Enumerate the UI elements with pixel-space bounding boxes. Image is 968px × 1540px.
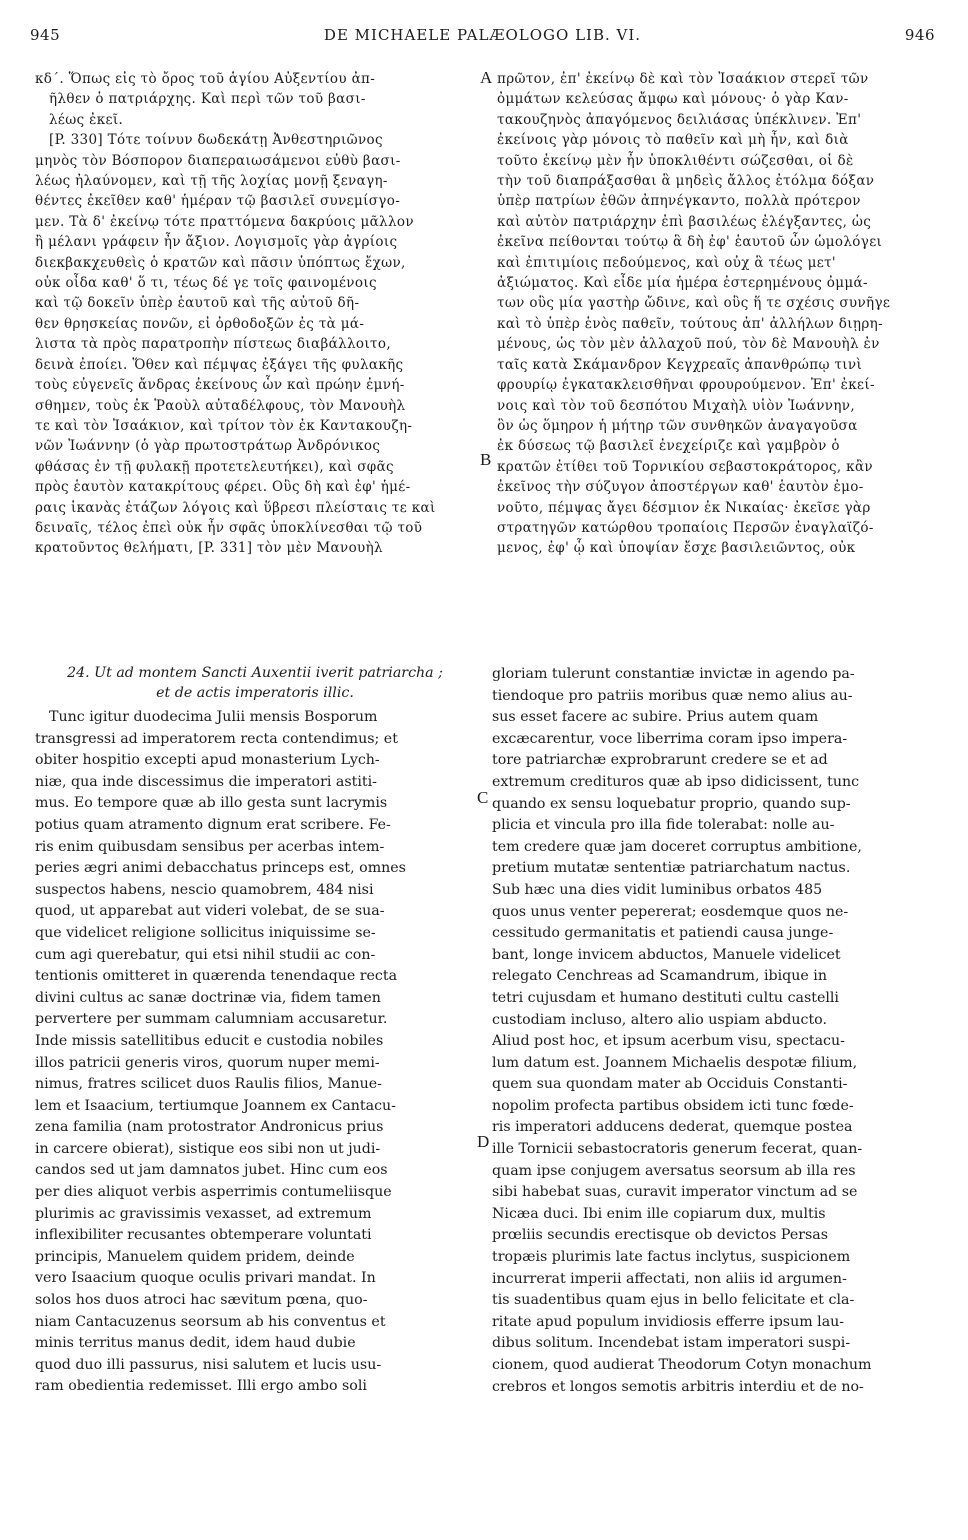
- latin-text-line: tore patriarchæ exprobrarunt credere se et ad: [492, 752, 828, 769]
- running-header: [30, 26, 935, 50]
- latin-text-line: tiendoque pro patriis moribus quæ nemo alius au-: [492, 687, 853, 704]
- latin-text-line: nopolim profecta partibus obsidem icti tunc fœde-: [492, 1097, 854, 1114]
- margin-letter-a: A: [480, 68, 493, 87]
- greek-text-line: ταῖς κατὰ Σκάμανδρον Κεγχρεαῖς ἀπανθρώπῳ τινὶ: [497, 356, 863, 373]
- greek-text-line: δειναῖς, τέλος ἐπεὶ οὐκ ἦν σφᾶς ὑποκλίνεσθαι τῷ τοῦ: [35, 519, 423, 536]
- margin-letter-b: B: [480, 450, 492, 469]
- latin-text-line: niam Cantacuzenus seorsum ab his conventus et: [35, 1313, 386, 1330]
- greek-text-line: καὶ τὸ ὑπὲρ ἑνὸς παθεῖν, τούτους ἀπ' ἀλλήλων διῃρη-: [497, 315, 883, 332]
- greek-text-line: ῆλθεν ὁ πατριάρχης. Καὶ περὶ τῶν τοῦ βασι-: [49, 91, 366, 108]
- latin-text-line: tetri cujusdam et humano destituti cultu castelli: [492, 989, 839, 1006]
- latin-text-line: candos sed ut jam damnatos jubet. Hinc cum eos: [35, 1162, 388, 1179]
- latin-text-line: Nicæa duci. Ibi enim ille copiarum dux, multis: [492, 1205, 826, 1222]
- latin-text-left-column: [35, 707, 475, 1398]
- latin-text-line: potius quam atramento dignum erat scribere. Fe-: [35, 816, 391, 833]
- latin-text-line: lem et Isaacium, tertiumque Joannem ex Cantacu-: [35, 1097, 396, 1114]
- left-page-number: 945: [30, 26, 61, 44]
- greek-text-line: μεν. Τὰ δ' ἐκείνῳ τότε πραττόμενα δακρύοις μᾶλλον: [35, 213, 414, 230]
- greek-text-line: πρὸς ἑαυτὸν κατακρίτους φέρει. Οὓς δὴ καὶ ἐφ' ἡμέ-: [35, 479, 411, 496]
- greek-text-line: ἐκ δύσεως τῷ βασιλεῖ ἐνεχείριζε καὶ γαμβρὸν ὁ: [497, 438, 840, 455]
- greek-text-line: ἐκεῖνα πείθονται τούτῳ ἃ δὴ ἐφ' ἑαυτοῦ ὧν ὡμολόγει: [497, 234, 883, 251]
- greek-text-left-column: [35, 69, 475, 559]
- greek-text-line: θέντες ἐκεῖθεν καθ' ἡμέραν τῷ βασιλεῖ συνεμίσγο-: [35, 193, 401, 210]
- greek-text-line: καὶ ἐπιτιμίοις πεδούμενος, καὶ οὐχ ἃ τέως μετ': [497, 254, 836, 271]
- latin-text-line: prœliis secundis erectisque ob devictos Persas: [492, 1227, 829, 1244]
- latin-text-line: obiter hospitio excepti apud monasterium Lych-: [35, 752, 380, 769]
- latin-text-line: que videlicet religione sollicitus iniquissime se-: [35, 924, 376, 941]
- latin-text-line: plicia et vincula pro illa fide tolerabat: nolle au-: [492, 817, 835, 834]
- margin-letter-d: D: [477, 1132, 490, 1151]
- latin-text-line: quod duo illi passurus, nisi salutem et lucis usu-: [35, 1356, 382, 1373]
- latin-text-line: quam ipse conjugem aversatus seorsum ab illa res: [492, 1162, 856, 1179]
- latin-text-line: sus esset facere ac subire. Prius autem quam: [492, 709, 819, 726]
- margin-letter-c: C: [477, 788, 489, 807]
- latin-text-line: tentionis omitteret in quærenda tenendaque recta: [35, 968, 398, 985]
- greek-text-line: δεινὰ ἐποίει. Ὅθεν καὶ πέμψας ἐξάγει τῆς φυλακῆς: [35, 356, 404, 373]
- greek-text-line: τακουζηνὸς ἀπαγόμενος δειλιάσας ὑπέκλινεν. Ἐπ': [497, 111, 862, 128]
- latin-text-line: illos patricii generis viros, quorum nuper memi-: [35, 1054, 380, 1071]
- latin-text-line: cionem, quod audierat Theodorum Cotyn monachum: [492, 1357, 872, 1373]
- latin-heading-line: et de actis imperatoris illic.: [156, 684, 354, 701]
- greek-text-right-column: [497, 69, 937, 559]
- latin-section-heading: [35, 664, 475, 703]
- latin-text-line: incurrerat imperii affectati, non aliis id argumen-: [492, 1270, 847, 1287]
- greek-text-line: ὀμμάτων κελεύσας ἄμφω καὶ μόνους· ὁ γὰρ Καν-: [497, 91, 849, 108]
- latin-text-line: gloriam tulerunt constantiæ invictæ in agendo pa-: [492, 666, 855, 682]
- latin-text-line: ram obedientia redemisset. Illi ergo ambo soli: [35, 1378, 367, 1395]
- latin-text-line: lum datum est. Joannem Michaelis despotæ filium,: [492, 1054, 858, 1071]
- greek-text-line: ραις ἱκανὰς ἐτάζων λόγοις καὶ ὕβρεσι πλείσταις τε καὶ: [35, 499, 436, 516]
- latin-text-line: quando ex sensu loquebatur proprio, quando sup-: [492, 795, 851, 812]
- latin-text-line: per dies aliquot verbis asperrimis contumeliisque: [35, 1184, 392, 1201]
- latin-text-line: minis territus manus dedit, idem haud dubie: [35, 1335, 356, 1352]
- greek-text-line: λέως ἠλαύνομεν, καὶ τῇ τῆς λοχίας μονῇ ξεναγη-: [35, 173, 388, 190]
- greek-text-line: ἐκεῖνος τὴν σύζυγον ἀποστέργων καθ' ἑαυτὸν ἐμο-: [497, 479, 864, 496]
- greek-text-line: ἢ μέλανι γράφειν ἦν ἄξιον. Λογισμοῖς γὰρ ἀγρίοις: [35, 234, 398, 251]
- greek-text-line: λιστα τὰ πρὸς παρατροπὴν πίστεως διαβάλλοιτο,: [35, 336, 391, 353]
- latin-text-line: crebros et longos semotis arbitris interdiu et de no-: [492, 1378, 864, 1395]
- greek-text-line: καὶ αὐτὸν πατριάρχην ἐπὶ βασιλέως ἐλέγξαντες, ὡς: [497, 213, 872, 230]
- latin-text-line: Tunc igitur duodecima Julii mensis Bosporum: [49, 709, 378, 725]
- latin-text-line: ille Tornicii sebastocratoris generum fecerat, quan-: [492, 1141, 863, 1158]
- latin-text-line: in carcere obierat), sistique eos sibi non ut judi-: [35, 1140, 381, 1157]
- right-page-number: 946: [904, 26, 935, 44]
- latin-text-line: nimus, fratres scilicet duos Raulis filios, Manue-: [35, 1076, 382, 1093]
- greek-text-line: πρῶτον, ἐπ' ἐκείνῳ δὲ καὶ τὸν Ἰσαάκιον στερεῖ τῶν: [497, 71, 869, 87]
- latin-text-line: relegato Cenchreas ad Scamandrum, ibique in: [492, 968, 827, 985]
- greek-text-line: των οὓς μία γαστὴρ ὤδινε, καὶ οὓς ἥ τε σχέσις συνῆγε: [497, 295, 891, 312]
- latin-text-line: quod, ut apparebat aut videri volebat, de se sua-: [35, 903, 385, 920]
- latin-text-line: tropæis plurimis late factus inclytus, suspicionem: [492, 1249, 851, 1266]
- latin-text-line: Aliud post hoc, et ipsum acerbum visu, spectacu-: [492, 1033, 845, 1050]
- greek-text-line: νοῦτο, πέμψας ἄγει δέσμιον ἐκ Νικαίας· ἐκεῖσε γὰρ: [497, 499, 871, 516]
- greek-text-line: θεν θρησκείας πονῶν, εἰ ὀρθοδοξῶν ἐς τὰ μά-: [35, 315, 365, 332]
- greek-text-line: σθημεν, τοὺς ἐκ Ῥαοὺλ αὐταδέλφους, τὸν Μανουὴλ: [35, 397, 406, 414]
- latin-text-line: Inde missis satellitibus educit e custodia nobiles: [35, 1032, 384, 1049]
- latin-text-line: ris enim quibusdam sensibus per acerbas intem-: [35, 838, 385, 855]
- latin-text-line: tem credere quæ jam doceret corruptus ambitione,: [492, 838, 862, 855]
- greek-text-line: κρατοῦντος θελήματι, [P. 331] τὸν μὲν Μανουὴλ: [35, 540, 383, 557]
- latin-text-line: vero Isaacium quoque oculis privari mandat. In: [35, 1270, 376, 1287]
- greek-text-line: κρατῶν ἐτίθει τοῦ Τορνικίου σεβαστοκράτορος, κἂν: [497, 458, 873, 475]
- latin-text-right-column: [492, 664, 937, 1398]
- greek-text-line: τε καὶ τὸν Ἰσαάκιον, καὶ τρίτον τὸν ἐκ Καντακουζη-: [35, 417, 413, 434]
- running-title: DE MICHAELE PALÆOLOGO LIB. VI.: [323, 26, 642, 44]
- latin-text-line: mus. Eo tempore quæ ab illo gesta sunt lacrymis: [35, 795, 388, 812]
- latin-text-line: bant, longe invicem abductos, Manuele videlicet: [492, 946, 841, 963]
- greek-text-line: ἐκείνοις γὰρ μόνοις τὸ παθεῖν καὶ μὴ ἦν, καὶ διὰ: [497, 132, 849, 149]
- latin-text-line: ritate apud populum invidiosis efferre ipsum lau-: [492, 1313, 845, 1330]
- latin-text-line: solos hos duos atroci hac sævitum pœna, quo-: [35, 1292, 368, 1309]
- latin-text-line: quem sua quondam mater ab Occiduis Constanti-: [492, 1076, 848, 1093]
- greek-text-line: νοις καὶ τὸν τοῦ δεσπότου Μιχαὴλ υἱὸν Ἰωάννην,: [497, 397, 855, 414]
- latin-text-line: excæcarentur, voce liberrima coram ipso impera-: [492, 730, 848, 747]
- latin-text-line: sibi habebat suas, curavit imperator vinctum ad se: [492, 1184, 858, 1201]
- greek-text-line: οὐκ οἶδα καθ' ὅ τι, τέως δέ γε τοῖς φαινομένοις: [35, 275, 377, 292]
- greek-text-line: στρατηγῶν κατώρθου τροπαίοις Περσῶν ἐναγλαϊζό-: [497, 519, 874, 536]
- latin-text-line: tis suadentibus quam ejus in bello felicitate et cla-: [492, 1292, 855, 1309]
- latin-text-line: Sub hæc una dies vidit luminibus orbatos 485: [492, 881, 823, 898]
- greek-text-line: μένους, ὡς τὸν μὲν ἀλλαχοῦ πού, τὸν δὲ Μανουὴλ ἐν: [497, 336, 880, 353]
- greek-text-line: ἀξιώματος. Καὶ εἶδε μία ἡμέρα ἐστερημένους ὀμμά-: [497, 275, 868, 292]
- latin-text-line: transgressi ad imperatorem recta contendimus; et: [35, 730, 398, 747]
- latin-text-line: custodiam incluso, altero alio uspiam abducto.: [492, 1011, 827, 1028]
- greek-text-line: ὃν ὡς ὅμηρον ἡ μήτηρ τῶν συνθηκῶν ἀναγαγοῦσα: [497, 417, 858, 434]
- latin-text-line: ris imperatori adducens dederat, quemque postea: [492, 1119, 853, 1136]
- greek-text-line: νῶν Ἰωάννην (ὁ γὰρ πρωτοστράτωρ Ἀνδρόνικος: [35, 438, 381, 455]
- latin-text-line: pretium mutatæ sententiæ patriarchatum nactus.: [492, 860, 851, 877]
- latin-text-line: inflexibiliter recusantes obtemperare voluntati: [35, 1227, 372, 1244]
- greek-text-line: ὑπὲρ πατρίων ἐθῶν ἀπηνέγκαντο, πολλὰ πρότερον: [497, 193, 861, 210]
- latin-text-line: extremum credituros quæ ab ipso didicissent, tunc: [492, 773, 860, 790]
- latin-text-line: cessitudo germanitatis et patiendi causa junge-: [492, 925, 834, 942]
- greek-text-line: μενος, ἐφ' ᾧ καὶ ὑποψίαν ἔσχε βασιλειῶντος, οὐκ: [497, 540, 856, 557]
- greek-text-line: φθάσας ἐν τῇ φυλακῇ προτετελευτήκει), καὶ σφᾶς: [35, 458, 394, 475]
- latin-text-line: plurimis ac gravissimis vexasset, ad extremum: [35, 1205, 372, 1222]
- greek-text-line: καὶ τῷ δοκεῖν ὑπὲρ ἑαυτοῦ καὶ τῆς αὐτοῦ δῆ-: [35, 295, 360, 312]
- latin-text-line: cum agi querebatur, qui etsi nihil studii ac con-: [35, 946, 376, 963]
- latin-text-line: principis, Manuelem quidem pridem, deinde: [35, 1248, 355, 1265]
- greek-text-line: τοὺς εὐγενεῖς ἄνδρας ἐκείνους ὧν καὶ πρώην ἐμνή-: [35, 377, 405, 394]
- greek-text-line: φρουρίῳ ἐγκατακλεισθῆναι φρουρούμενον. Ἐπ' ἐκεί-: [497, 377, 875, 394]
- greek-text-line: τὴν τοῦ διαπράξασθαι ἃ μηδεὶς ἄλλος ἐτόλμα δόξαν: [497, 173, 875, 190]
- greek-text-line: κδ΄. Ὅπως εἰς τὸ ὄρος τοῦ ἁγίου Αὐξεντίου ἀπ-: [35, 71, 376, 87]
- latin-text-line: quos unus venter pepererat; eosdemque quos ne-: [492, 903, 849, 920]
- latin-text-line: niæ, qua inde discessimus die imperatori astiti-: [35, 773, 377, 790]
- latin-text-line: suspectos habens, nescio quamobrem, 484 nisi: [35, 881, 374, 898]
- latin-text-line: divini cultus ac sanæ doctrinæ via, fidem tamen: [35, 989, 381, 1006]
- greek-text-line: [P. 330] Τότε τοίνυν δωδεκάτῃ Ἀνθεστηριῶνος: [49, 132, 383, 149]
- greek-text-line: λέως ἐκεῖ.: [49, 111, 124, 128]
- latin-heading-line: 24. Ut ad montem Sancti Auxentii iverit patriarcha ;: [67, 665, 443, 681]
- greek-text-line: διεκβακχευθεὶς ὁ κρατῶν καὶ πᾶσιν ὑπόπτως ἔχων,: [35, 254, 406, 271]
- latin-text-line: zena familia (nam protostrator Andronicus prius: [35, 1119, 384, 1136]
- latin-text-line: pervertere per summam calumniam accusaretur.: [35, 1011, 388, 1028]
- greek-text-line: μηνὸς τὸν Βόσπορον διαπεραιωσάμενοι εὐθὺ βασι-: [35, 152, 401, 169]
- greek-text-line: τοῦτο ἐκείνῳ μὲν ἦν ὑποκλιθέντι σώζεσθαι, οἱ δὲ: [497, 152, 854, 169]
- latin-text-line: peries ægri animi debacchatus princeps est, omnes: [35, 860, 406, 877]
- latin-text-line: dibus solitum. Incendebat istam imperatori suspi-: [492, 1335, 851, 1352]
